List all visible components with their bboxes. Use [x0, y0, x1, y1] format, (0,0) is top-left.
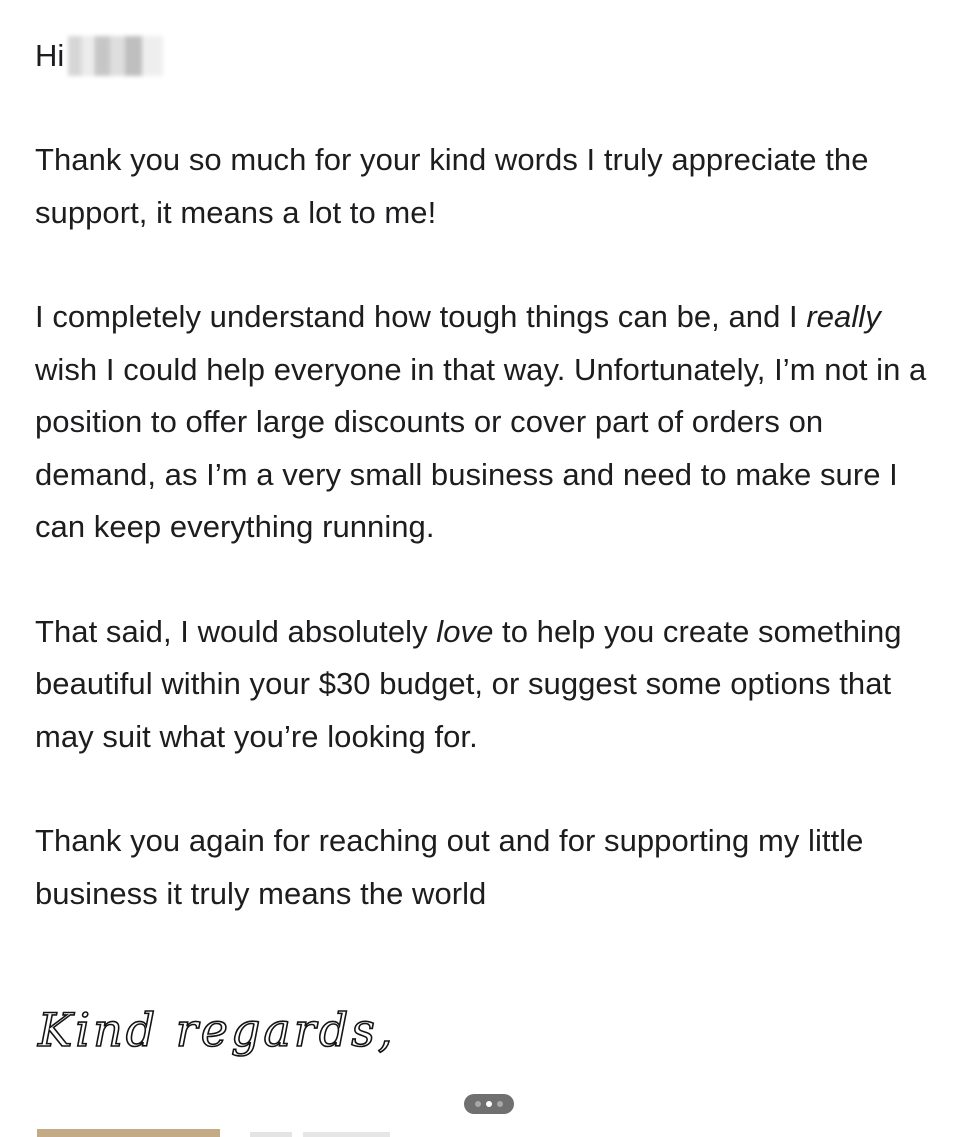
signature-text: Kind regards,: [38, 1003, 396, 1057]
signature-drawing: [36, 1000, 456, 1080]
paragraph-offer-start: That said, I would absolutely: [35, 613, 428, 649]
paragraph-offer: [35, 606, 940, 764]
paragraph-offer-end: to help you create something beautiful within your $30 budget, or suggest some options that may suit what you’re looking for.: [35, 613, 902, 754]
page-dot-1[interactable]: [475, 1101, 481, 1107]
message-body: [35, 30, 940, 920]
signature-handwritten: [36, 1000, 456, 1080]
paragraph-explanation: [35, 291, 940, 554]
emphasis-love: love: [436, 613, 494, 649]
bottom-image-edge: [37, 1129, 220, 1137]
page-indicator[interactable]: [464, 1094, 514, 1114]
redacted-name: [68, 36, 163, 76]
page-dot-2-active[interactable]: [486, 1101, 492, 1107]
greeting-line: [35, 30, 940, 82]
paragraph-explanation-start: I completely understand how tough things can be, and I: [35, 299, 798, 334]
bottom-cut-off-text: [250, 1132, 390, 1137]
greeting-text: Hi: [35, 37, 65, 73]
emphasis-really: really: [806, 299, 881, 334]
paragraph-thanks: Thank you so much for your kind words I truly appreciate the support, it means a lot to me!: [35, 142, 869, 230]
paragraph-explanation-end: wish I could help everyone in that way. Unfortunately, I’m not in a position to offer large discounts or cover part of orders on demand, as I’m a very small business and need to make sure I can keep everything running.: [35, 351, 927, 544]
page-dot-3[interactable]: [497, 1101, 503, 1107]
paragraph-closing: Thank you again for reaching out and for supporting my little business it truly means the world: [35, 823, 864, 911]
